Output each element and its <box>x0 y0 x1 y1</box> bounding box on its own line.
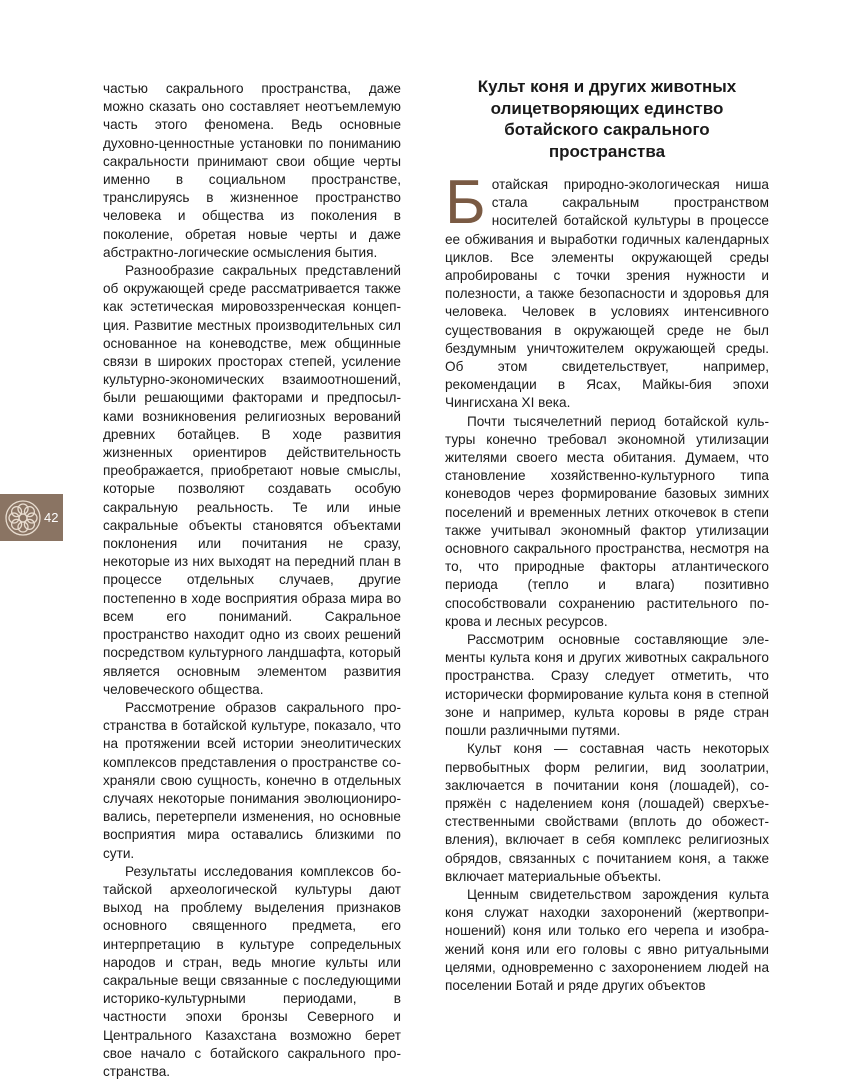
paragraph: частью сакрального пространства, даже можно сказать оно составляет неотъемлемую часть этого феномена. Ведь основные духовно-ценностные установки по пониманию сакральности принимают свои общие черты именно в социальном пространстве, транслируясь в жизненное пространство человека и общества из поколения в поколение, обретая новые черты и даже абстрактно-логические осмысления бытия. <box>103 81 401 260</box>
paragraph: Рассмотрение образов сакрального пространства в ботайской культуре, показало, что на протяжении всей истории энеолитических комплексов представления о пространстве сохраняли свою сущность, конечно в отдельных случаях некоторые понимания эволюционировались, перетерпели изменения, но основные восприятия мира оставались близкими по сути. <box>103 699 401 861</box>
page-number: 42 <box>44 510 59 525</box>
paragraph: Почти тысячелетний период ботайской культуры конечно требовал экономной утилизации жителями своего места обитания. Думаем, что становление хозяйственно-культурного типа коневодов через формирование базовых зимних поселений и временных летних откочевок в степи также учитывал экономный фактор утилизации основного сакрального пространства, несмотря на то, что природные факторы атлантического периода (тепло и влага) позитивно способствовали сохранению растительного покрова и лесных ресурсов. <box>445 413 769 629</box>
paragraph: Рассмотрим основные составляющие элементы культа коня и других животных сакрального пространства. Сразу следует отметить, что исторически формирование культа коня в степной зоне и например, культа коровы в ряде стран пошли различными путями. <box>445 632 769 739</box>
paragraph: Разнообразие сакральных представлений об окружающей среде рассматривается также как эстетическая мировоззренческая концепция. Развитие местных производительных сил основанное на коневодстве, меж общинные связи в широких просторах степей, усиление культурно-экономических взаимоотношений, были решающими факторами и предпосылками возникновения религиозных верований древних ботайцев. В ходе развития жизненных ориентиров действительность преображается, приобретают новые смыслы, которые позволяют создавать особую сакральную реальность. Те или иные сакральные объекты становятся объектами поклонения или почитания не сразу, некоторые из них выходят на передний план в процессе отдельных случаев, другие постепенно в ходе восприятия образа мира во всем его пониманий. Сакральное пространство находит одно из своих решений посредством культурного ландшафта, который является основным элементом развития человеческого общества. <box>103 263 401 697</box>
paragraph <box>445 168 769 413</box>
paragraph: Культ коня — составная часть некоторых первобытных форм религии, вид зоолатрии, заключается в почитании коня (лошадей), сопряжён с наделением коня (лошадей) сверхъестественными свойствами (вплоть до обожествления), включает в себя комплекс религиозных обрядов, связанных с почитанием коня, а также включает материальные объекты. <box>445 741 769 884</box>
section-heading: Культ коня и других животных олицетворяющих единство ботайского сакрального пространства <box>477 77 737 161</box>
left-column <box>103 80 401 1081</box>
paragraph-text: отайская природно-экологическая ниша стала сакральным пространством носителей ботайской культуры в процессе ее обживания и выработки годичных календарных циклов. Все элементы окружающей среды апробированы с точки зрения нужности и полезности, а также безопасности и здоровья для человека. Человек в условиях интенсивного существования в окружающей среде не был бездумным уничтожителем окружающей среды. Об этом свидетельствует, например, рекомендации в Ясах, Майкы-бия эпохи Чингисхана XI века. <box>445 177 769 411</box>
paragraph: Ценным свидетельством зарождения культа коня служат находки захоронений (жертвоприношений) коня или только его черепа и изображений коня или его головы с явно ритуальными целями, одновременно с захоронением людей на поселении Ботай и ряде других объектов <box>445 886 769 993</box>
drop-cap: Б <box>445 168 486 237</box>
page-number-badge <box>0 494 63 541</box>
right-column <box>445 76 769 995</box>
ornament-icon <box>3 498 43 538</box>
paragraph: Результаты исследования комплексов ботайской археологической культуры дают выход на проблему выделения признаков основного священного предмета, его интерпретацию в культуре сопредельных народов и стран, ведь многие культы или сакральные вещи связанные с последующими историко-культурными периодами, в частности эпохи бронзы Северного и Центрального Казахстана возможно берет свое начало с ботайского сакрального пространства. <box>103 863 401 1079</box>
